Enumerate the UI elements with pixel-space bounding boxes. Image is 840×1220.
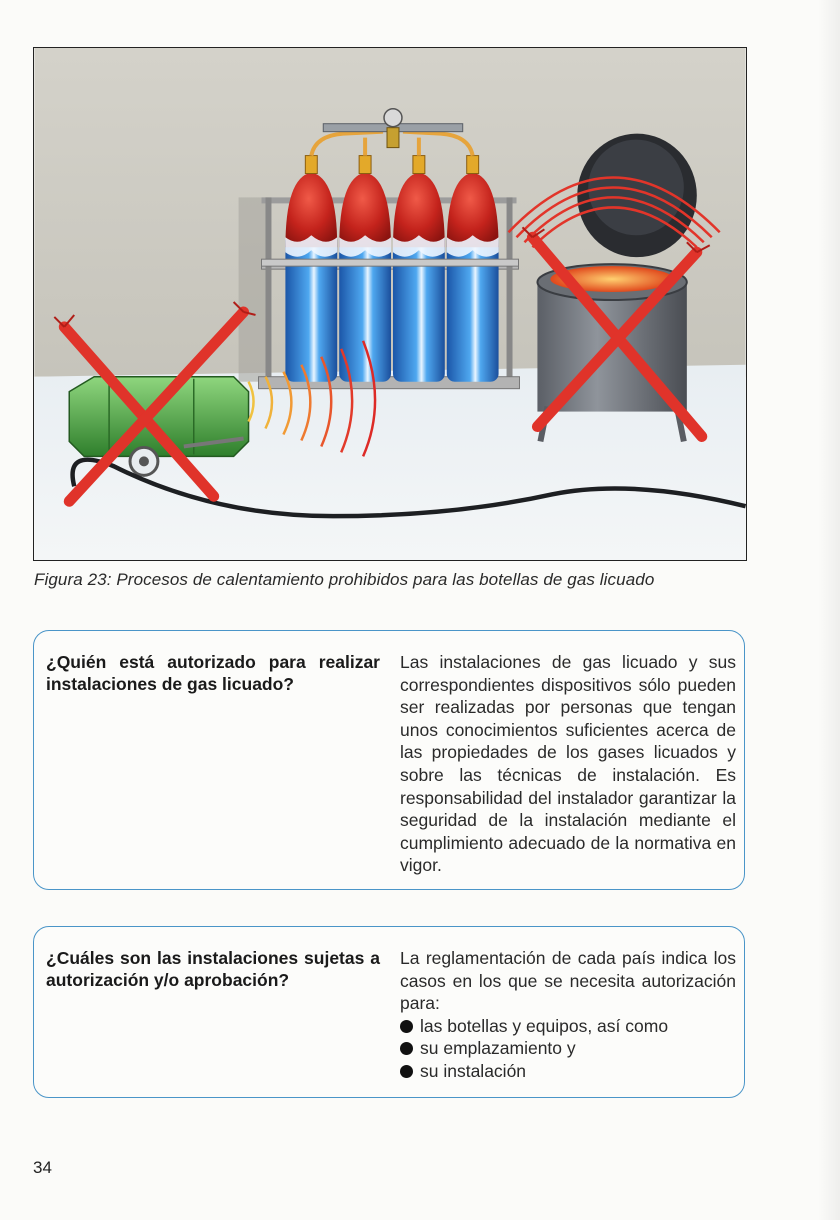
answer-text: Las instalaciones de gas licuado y sus correspondientes dispositivos sólo pueden ser realizadas por personas que tengan unos conocimientos suficientes acerca de las propiedades de los gases licuados y sobre las técnicas de instalación. Es responsabilidad del instalador garantizar la seguridad de la instalación mediante el cumplimiento adecuado de la normativa en vigor.: [400, 652, 736, 876]
list-item-text: su instalación: [420, 1060, 527, 1081]
list-item: [400, 1037, 736, 1060]
question-text: ¿Cuáles son las instalaciones sujetas a autorización y/o aprobación?: [46, 948, 380, 990]
bullet-list: [400, 1015, 736, 1083]
bullet-icon: [400, 1065, 413, 1078]
answer-block: [400, 947, 736, 1083]
list-item-text: las botellas y equipos, así como: [420, 1015, 669, 1036]
page-edge-shadow: [818, 0, 840, 1220]
qa-section-approval: [33, 926, 745, 1098]
question-text: ¿Quién está autorizado para realizar instalaciones de gas licuado?: [46, 652, 380, 694]
list-item: [400, 1015, 736, 1038]
figure-caption: Figura 23: Procesos de calentamiento prohibidos para las botellas de gas licuado: [34, 570, 655, 589]
page-number: 34: [33, 1158, 52, 1177]
figure-illustration: [33, 47, 747, 561]
qa-section-authorization: [33, 630, 745, 890]
list-item-text: su emplazamiento y: [420, 1038, 576, 1059]
bullet-icon: [400, 1020, 413, 1033]
list-item: [400, 1060, 736, 1083]
answer-text: La reglamentación de cada país indica los casos en los que se necesita autorización para:: [400, 948, 736, 1014]
bullet-icon: [400, 1042, 413, 1055]
